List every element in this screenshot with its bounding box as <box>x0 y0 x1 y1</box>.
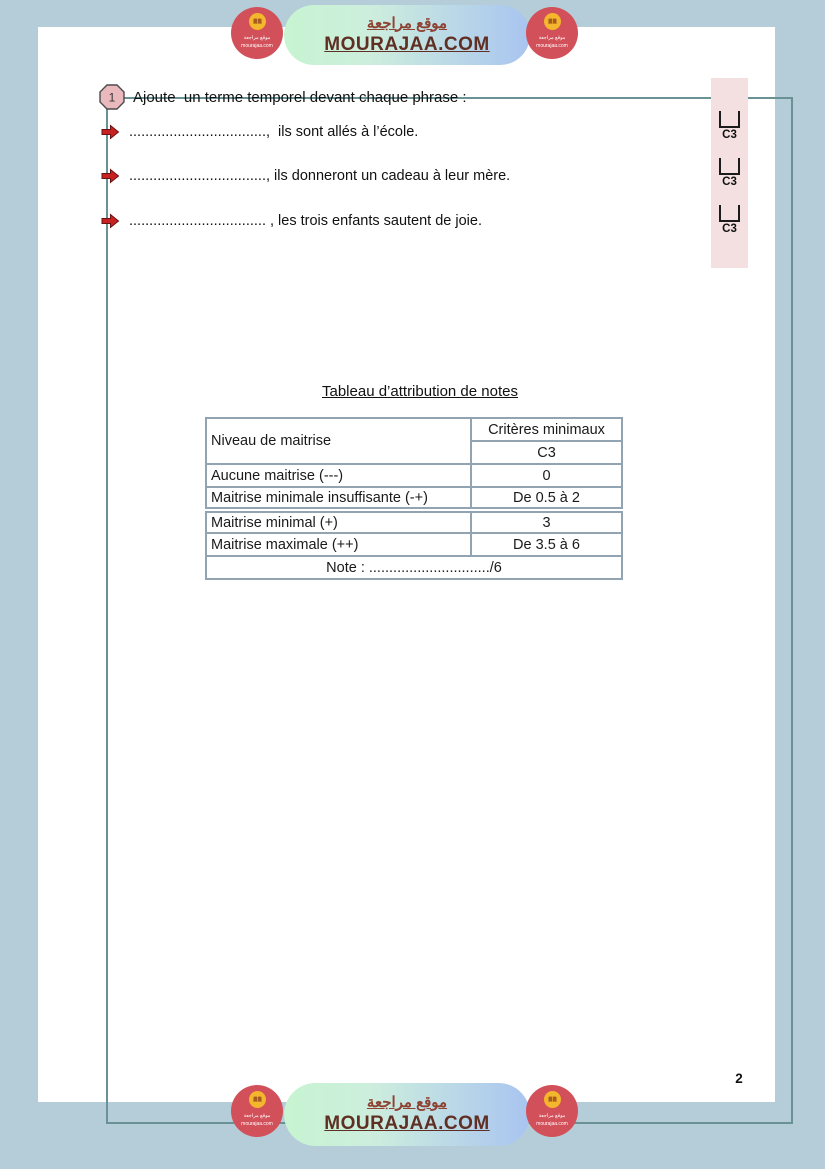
book-icon <box>253 1096 262 1103</box>
badge-logo-icon <box>544 13 561 30</box>
banner-site-domain: MOURAJAA.COM <box>324 1113 490 1134</box>
content-frame-border <box>106 97 793 1124</box>
badge-site-name: موقع مراجعة <box>243 35 271 41</box>
badge-site-name: موقع مراجعة <box>243 1113 271 1119</box>
page-number: 2 <box>735 1071 743 1086</box>
exercise-header <box>98 83 467 111</box>
answer-line <box>101 213 482 229</box>
book-icon <box>253 18 262 25</box>
competency-label: C3 <box>722 223 737 235</box>
criteria-cell: 0 <box>471 464 622 487</box>
exercise-prompt: Ajoute un terme temporel devant chaque phrase : <box>133 88 467 106</box>
badge-site-domain: mourajaa.com <box>536 43 568 49</box>
competency-label: C3 <box>722 176 737 188</box>
banner-title-arabic: موقع مراجعة <box>366 14 448 32</box>
badge-site-domain: mourajaa.com <box>536 1121 568 1127</box>
book-icon <box>548 1096 557 1103</box>
competency-label: C3 <box>722 129 737 141</box>
badge-logo-icon <box>544 1091 561 1108</box>
level-cell: Maitrise minimal (+) <box>206 510 471 533</box>
criteria-cell: 3 <box>471 510 622 533</box>
criteria-cell: De 0.5 à 2 <box>471 487 622 510</box>
answer-line-text: .................................., ils donneront un cadeau à leur mère. <box>129 168 511 184</box>
bullet-arrow-icon <box>101 168 120 184</box>
site-badge-right <box>526 7 578 59</box>
answer-line-text: .................................. , les trois enfants sautent de joie. <box>129 213 482 229</box>
badge-site-name: موقع مراجعة <box>538 1113 566 1119</box>
answer-line <box>101 168 510 184</box>
note-cell: Note : ............................../6 <box>206 556 622 579</box>
table-note-row <box>206 556 622 579</box>
table-row <box>206 510 622 533</box>
competency-checkbox <box>719 158 740 175</box>
level-cell: Aucune maitrise (---) <box>206 464 471 487</box>
answer-line <box>101 124 418 140</box>
competency-checkbox-group <box>719 111 740 141</box>
competency-checkbox <box>719 111 740 128</box>
site-badge-left <box>231 7 283 59</box>
level-cell: Maitrise minimale insuffisante (-+) <box>206 487 471 510</box>
banner-title-arabic: موقع مراجعة <box>366 1094 448 1111</box>
grading-table <box>205 417 623 580</box>
exercise-number-badge <box>98 83 126 111</box>
badge-site-name: موقع مراجعة <box>538 35 566 41</box>
badge-logo-icon <box>249 1091 266 1108</box>
table-row <box>206 533 622 556</box>
competency-cell: C3 <box>471 441 622 464</box>
header-banner-pill <box>284 5 530 65</box>
criteria-cell: De 3.5 à 6 <box>471 533 622 556</box>
badge-site-domain: mourajaa.com <box>241 1121 273 1127</box>
competency-checkbox-group <box>719 158 740 188</box>
header-level-cell: Niveau de maitrise <box>206 418 471 464</box>
competency-checkbox <box>719 205 740 222</box>
badge-site-domain: mourajaa.com <box>241 43 273 49</box>
badge-logo-icon <box>249 13 266 30</box>
banner-site-domain: MOURAJAA.COM <box>324 33 490 55</box>
header-criteria-cell: Critères minimaux <box>471 418 622 441</box>
competency-strip <box>711 78 748 268</box>
site-badge-right <box>526 1085 578 1137</box>
level-cell: Maitrise maximale (++) <box>206 533 471 556</box>
table-header-row <box>206 418 622 441</box>
site-badge-left <box>231 1085 283 1137</box>
footer-banner-pill <box>284 1083 530 1146</box>
table-row <box>206 464 622 487</box>
bullet-arrow-icon <box>101 213 120 229</box>
competency-checkbox-group <box>719 205 740 235</box>
answer-line-text: .................................., ils sont allés à l’école. <box>129 124 419 140</box>
bullet-arrow-icon <box>101 124 120 140</box>
exercise-number: 1 <box>108 90 116 105</box>
grading-table-title: Tableau d’attribution de notes <box>322 383 518 400</box>
book-icon <box>548 18 557 25</box>
table-row <box>206 487 622 510</box>
